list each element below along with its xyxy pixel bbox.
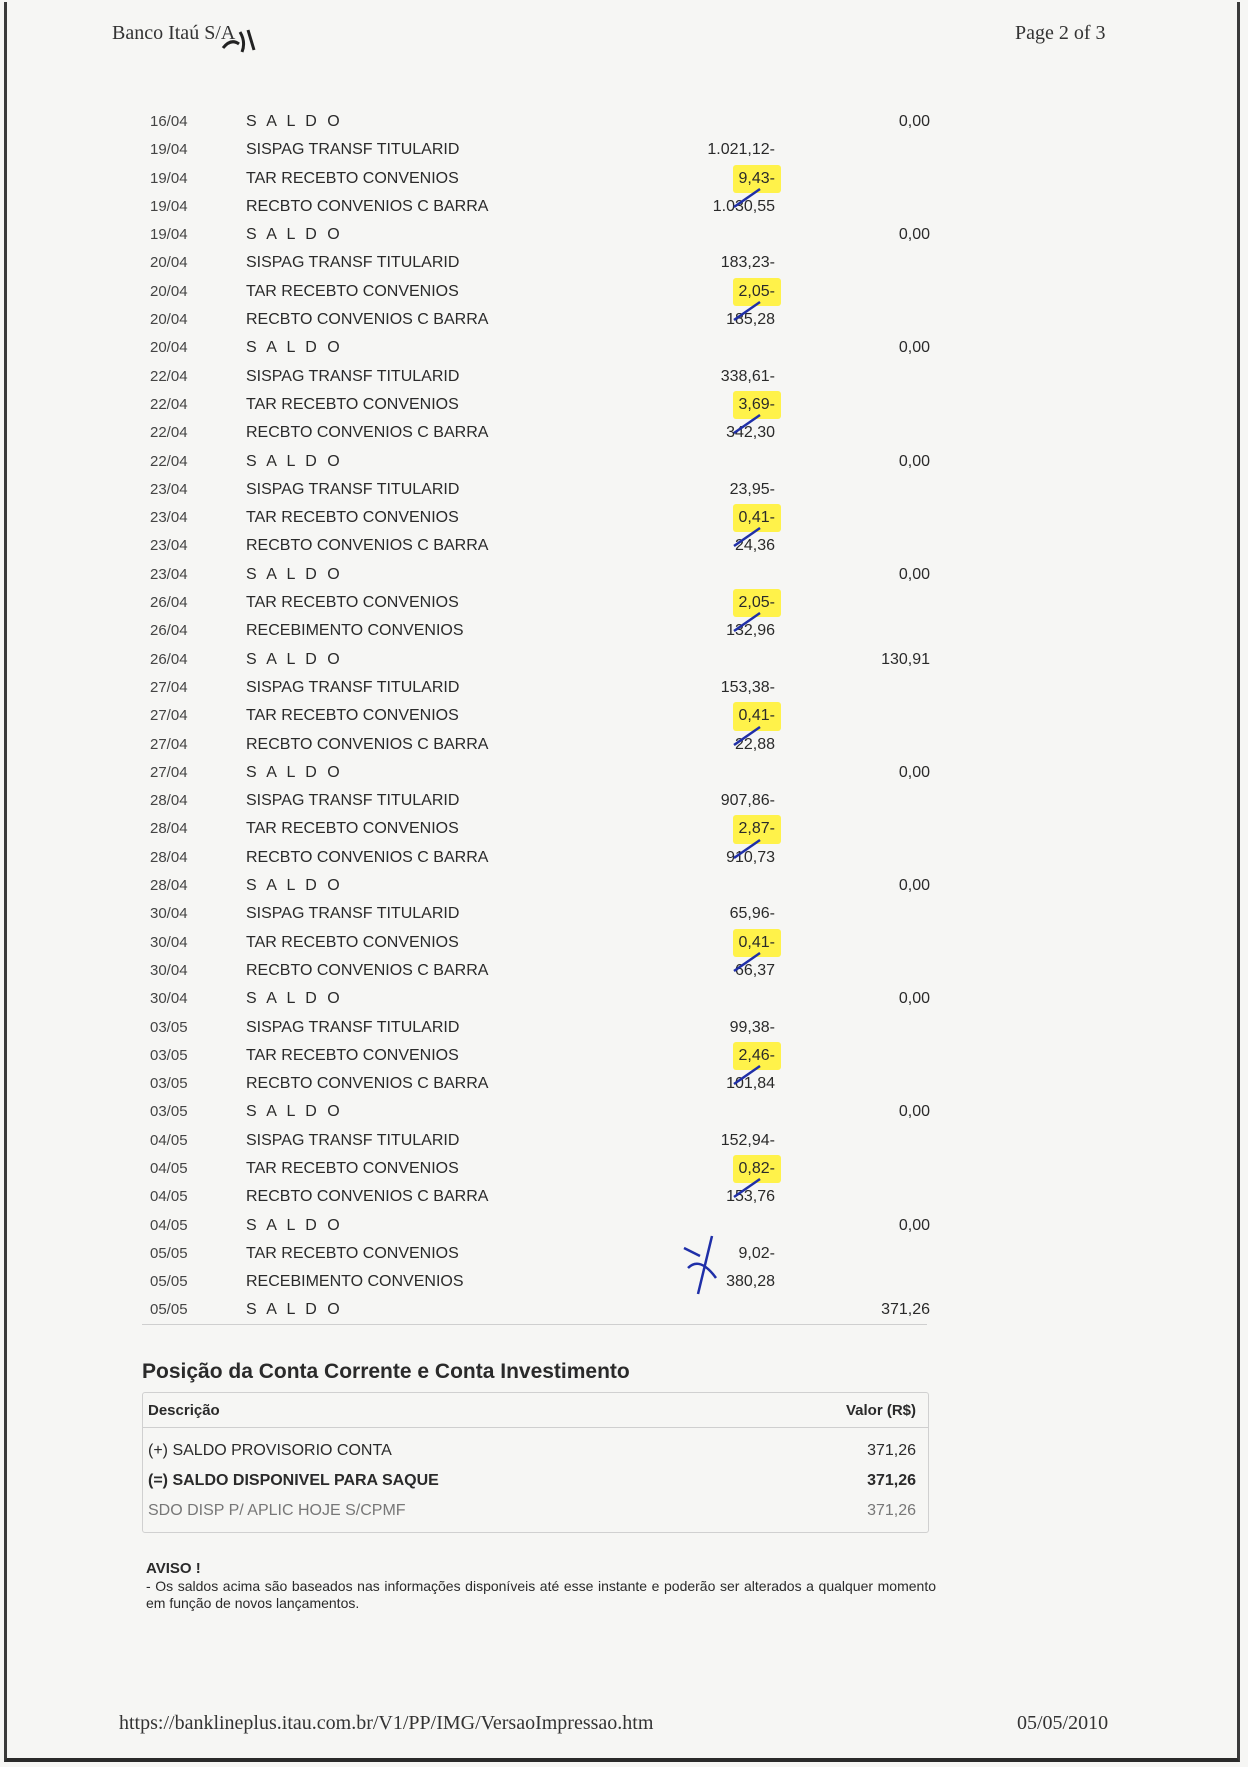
row-description: TAR RECEBTO CONVENIOS (246, 933, 459, 951)
checkmark-icon (730, 834, 764, 864)
checkmark-icon (730, 1173, 764, 1203)
row-balance: 0,00 (898, 1103, 930, 1121)
statement-row (130, 278, 930, 306)
row-date: 22/04 (150, 395, 188, 413)
row-amount: 153,76 (726, 1188, 775, 1206)
statement-row (130, 674, 930, 702)
table-row (143, 1496, 928, 1526)
row-date: 05/05 (150, 1244, 188, 1262)
row-date: 27/04 (150, 735, 188, 753)
statement-row (130, 844, 930, 872)
statement-row (130, 306, 930, 334)
footer-url: https://banklineplus.itau.com.br/V1/PP/IMG/VersaoImpressao.htm (119, 1712, 654, 1734)
highlighted-amount: 9,43- (733, 165, 781, 193)
statement-row (130, 1042, 930, 1070)
statement-row (130, 363, 930, 391)
statement-row (130, 1070, 930, 1098)
highlighted-amount: 0,41- (733, 702, 781, 730)
checkmark-icon (730, 296, 764, 326)
checkmark-icon (730, 607, 764, 637)
statement-row (130, 1014, 930, 1042)
row-amount: 23,95- (729, 480, 775, 498)
row-balance: 130,91 (881, 650, 930, 668)
row-description: RECBTO CONVENIOS C BARRA (246, 537, 489, 555)
row-amount: 338,61- (720, 367, 775, 385)
row-amount: 66,37 (734, 961, 775, 979)
row-amount: 132,96 (726, 622, 775, 640)
statement-row (130, 1155, 930, 1183)
row-description: RECEBIMENTO CONVENIOS (246, 622, 464, 640)
row-amount: 65,96- (729, 905, 775, 923)
pen-scribble-icon (218, 22, 278, 56)
row-description: TAR RECEBTO CONVENIOS (246, 169, 459, 187)
statement-row (130, 731, 930, 759)
highlighted-amount: 2,46- (733, 1042, 781, 1070)
table-row (143, 1466, 928, 1496)
row-balance: 0,00 (898, 113, 930, 130)
row-date: 05/05 (150, 1301, 188, 1319)
statement-rows (130, 108, 930, 1325)
bank-name: Banco Itaú S/A (112, 22, 236, 44)
checkmark-icon (730, 522, 764, 552)
row-description: TAR RECEBTO CONVENIOS (246, 707, 459, 725)
row-amount: 907,86- (720, 792, 775, 810)
statement-row (130, 504, 930, 532)
page-number: Page 2 of 3 (1015, 22, 1106, 44)
row-description: RECBTO CONVENIOS C BARRA (246, 735, 489, 753)
row-date: 26/04 (150, 594, 188, 612)
row-label: SDO DISP P/ APLIC HOJE S/CPMF (148, 1502, 406, 1519)
row-balance: 0,00 (898, 763, 930, 781)
position-table (142, 1392, 929, 1533)
highlighted-amount: 0,41- (733, 504, 781, 532)
row-date: 19/04 (150, 226, 188, 244)
row-amount: 152,94- (720, 1131, 775, 1149)
row-amount: 22,88 (734, 735, 775, 753)
divider (142, 1324, 927, 1325)
row-description: SISPAG TRANSF TITULARID (246, 905, 460, 923)
row-description: TAR RECEBTO CONVENIOS (246, 594, 459, 612)
row-balance: 0,00 (898, 877, 930, 895)
row-description: S A L D O (246, 990, 343, 1008)
row-description: TAR RECEBTO CONVENIOS (246, 509, 459, 527)
statement-row (130, 646, 930, 674)
row-description: SISPAG TRANSF TITULARID (246, 1131, 460, 1149)
row-balance: 0,00 (898, 339, 930, 357)
row-date: 30/04 (150, 905, 188, 923)
row-date: 22/04 (150, 367, 188, 385)
row-description: TAR RECEBTO CONVENIOS (246, 395, 459, 413)
statement-row (130, 702, 930, 730)
statement-row (130, 589, 930, 617)
row-date: 20/04 (150, 254, 188, 272)
position-table-header (143, 1393, 928, 1428)
checkmark-icon (730, 721, 764, 751)
row-description: RECBTO CONVENIOS C BARRA (246, 848, 489, 866)
row-amount: 910,73 (726, 848, 775, 866)
row-balance: 0,00 (898, 990, 930, 1008)
col-descricao: Descrição (148, 1402, 220, 1419)
row-description: TAR RECEBTO CONVENIOS (246, 1046, 459, 1064)
row-description: RECBTO CONVENIOS C BARRA (246, 961, 489, 979)
statement-row (130, 617, 930, 645)
row-date: 23/04 (150, 480, 188, 498)
row-description: RECBTO CONVENIOS C BARRA (246, 197, 489, 215)
row-date: 27/04 (150, 678, 188, 696)
row-description: RECBTO CONVENIOS C BARRA (246, 311, 489, 329)
row-value: 371,26 (867, 1502, 916, 1519)
statement-row (130, 221, 930, 249)
row-description: SISPAG TRANSF TITULARID (246, 367, 460, 385)
statement-row (130, 419, 930, 447)
row-description: S A L D O (246, 1103, 343, 1121)
row-amount: 24,36 (734, 537, 775, 555)
table-row (143, 1436, 928, 1466)
row-amount: 1.030,55 (712, 197, 775, 215)
highlighted-amount: 0,41- (733, 929, 781, 957)
row-balance: 0,00 (898, 452, 930, 470)
row-date: 22/04 (150, 424, 188, 442)
row-description: TAR RECEBTO CONVENIOS (246, 820, 459, 838)
row-date: 30/04 (150, 961, 188, 979)
row-date: 03/05 (150, 1075, 188, 1093)
row-description: SISPAG TRANSF TITULARID (246, 480, 460, 498)
row-date: 23/04 (150, 565, 188, 583)
row-description: TAR RECEBTO CONVENIOS (246, 282, 459, 300)
row-date: 19/04 (150, 169, 188, 187)
row-date: 27/04 (150, 763, 188, 781)
row-description: SISPAG TRANSF TITULARID (246, 141, 460, 159)
row-date: 28/04 (150, 792, 188, 810)
row-date: 26/04 (150, 650, 188, 668)
row-date: 20/04 (150, 311, 188, 329)
row-description: S A L D O (246, 1301, 343, 1319)
checkmark-icon (730, 183, 764, 213)
row-description: S A L D O (246, 1216, 343, 1234)
col-valor: Valor (R$) (845, 1402, 916, 1419)
statement-row (130, 165, 930, 193)
statement-row (130, 1268, 930, 1296)
highlighted-amount: 2,05- (733, 278, 781, 306)
statement-row (130, 957, 930, 985)
highlighted-amount: 3,69- (733, 391, 781, 419)
row-description: SISPAG TRANSF TITULARID (246, 792, 460, 810)
highlighted-amount: 2,05- (733, 589, 781, 617)
row-description: S A L D O (246, 650, 343, 668)
statement-row (130, 532, 930, 560)
row-balance: 371,26 (881, 1301, 930, 1319)
row-balance: 0,00 (898, 226, 930, 244)
statement-row (130, 1212, 930, 1240)
row-date: 26/04 (150, 622, 188, 640)
row-description: RECBTO CONVENIOS C BARRA (246, 1075, 489, 1093)
row-date: 16/04 (150, 113, 188, 130)
row-value: 371,26 (867, 1472, 916, 1489)
row-description: SISPAG TRANSF TITULARID (246, 1018, 460, 1036)
row-date: 20/04 (150, 282, 188, 300)
statement-row (130, 929, 930, 957)
row-amount: 101,84 (726, 1075, 775, 1093)
statement-row (130, 872, 930, 900)
row-date: 19/04 (150, 141, 188, 159)
row-date: 23/04 (150, 537, 188, 555)
row-description: S A L D O (246, 113, 343, 130)
statement-row (130, 108, 930, 136)
row-value: 371,26 (867, 1442, 916, 1459)
row-balance: 0,00 (898, 1216, 930, 1234)
row-date: 04/05 (150, 1159, 188, 1177)
row-date: 03/05 (150, 1018, 188, 1036)
row-description: SISPAG TRANSF TITULARID (246, 254, 460, 272)
row-label: (+) SALDO PROVISORIO CONTA (148, 1442, 392, 1459)
row-date: 19/04 (150, 197, 188, 215)
row-amount: 99,38- (729, 1018, 775, 1036)
statement-row (130, 815, 930, 843)
checkmark-icon (730, 409, 764, 439)
row-description: S A L D O (246, 226, 343, 244)
row-date: 30/04 (150, 990, 188, 1008)
row-amount: 1.021,12- (707, 141, 775, 159)
row-description: TAR RECEBTO CONVENIOS (246, 1244, 459, 1262)
statement-row (130, 1127, 930, 1155)
row-date: 22/04 (150, 452, 188, 470)
row-amount: 342,30 (726, 424, 775, 442)
row-date: 04/05 (150, 1131, 188, 1149)
checkmark-icon (730, 947, 764, 977)
statement-row (130, 136, 930, 164)
row-description: RECBTO CONVENIOS C BARRA (246, 1188, 489, 1206)
statement-row (130, 391, 930, 419)
statement-row (130, 448, 930, 476)
row-balance: 0,00 (898, 565, 930, 583)
row-date: 03/05 (150, 1103, 188, 1121)
row-date: 03/05 (150, 1046, 188, 1064)
statement-row (130, 759, 930, 787)
row-label: (=) SALDO DISPONIVEL PARA SAQUE (148, 1472, 439, 1489)
statement-row (130, 900, 930, 928)
footer-date: 05/05/2010 (1017, 1712, 1109, 1734)
row-date: 28/04 (150, 877, 188, 895)
row-description: S A L D O (246, 452, 343, 470)
row-amount: 153,38- (720, 678, 775, 696)
highlighted-amount: 0,82- (733, 1155, 781, 1183)
statement-row (130, 787, 930, 815)
row-amount: 183,23- (720, 254, 775, 272)
row-description: S A L D O (246, 877, 343, 895)
row-description: TAR RECEBTO CONVENIOS (246, 1159, 459, 1177)
section-title: Posição da Conta Corrente e Conta Investimento (142, 1360, 630, 1383)
row-date: 05/05 (150, 1273, 188, 1291)
statement-row (130, 985, 930, 1013)
row-date: 27/04 (150, 707, 188, 725)
statement-row (130, 476, 930, 504)
row-date: 28/04 (150, 848, 188, 866)
statement-row (130, 1183, 930, 1211)
aviso-text: - Os saldos acima são baseados nas informações disponíveis até esse instante e poderão ser alterados a qualquer momento em função de novos lançamentos. (146, 1578, 936, 1611)
row-description: S A L D O (246, 339, 343, 357)
row-amount: 380,28 (726, 1273, 775, 1291)
row-date: 04/05 (150, 1216, 188, 1234)
row-date: 28/04 (150, 820, 188, 838)
row-amount: 9,02- (738, 1244, 775, 1262)
highlighted-amount: 2,87- (733, 815, 781, 843)
row-description: SISPAG TRANSF TITULARID (246, 678, 460, 696)
row-description: RECBTO CONVENIOS C BARRA (246, 424, 489, 442)
statement-row (130, 193, 930, 221)
row-date: 20/04 (150, 339, 188, 357)
statement-row (130, 334, 930, 362)
statement-row (130, 1296, 930, 1324)
statement-row (130, 1098, 930, 1126)
row-date: 30/04 (150, 933, 188, 951)
statement-row (130, 1240, 930, 1268)
row-date: 04/05 (150, 1188, 188, 1206)
checkmark-icon (730, 1060, 764, 1090)
row-description: S A L D O (246, 763, 343, 781)
row-amount: 185,28 (726, 311, 775, 329)
statement-row (130, 249, 930, 277)
row-date: 23/04 (150, 509, 188, 527)
row-description: RECEBIMENTO CONVENIOS (246, 1273, 464, 1291)
aviso-title: AVISO ! (146, 1560, 201, 1577)
row-description: S A L D O (246, 565, 343, 583)
statement-row (130, 561, 930, 589)
